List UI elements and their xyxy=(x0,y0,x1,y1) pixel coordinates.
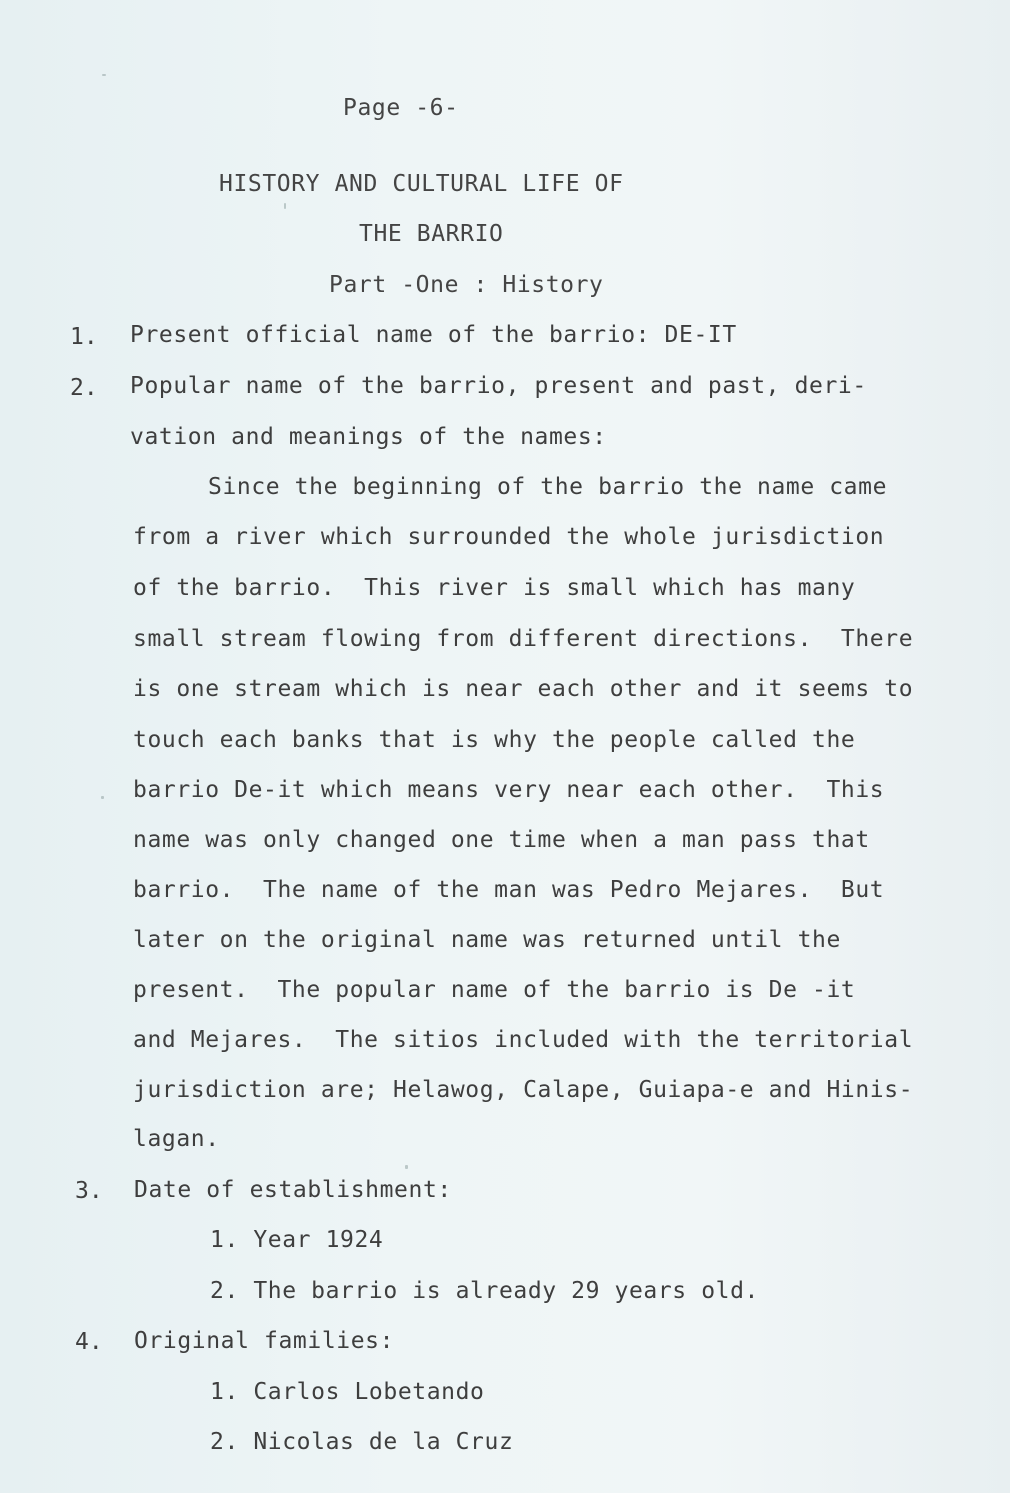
item-2-line-1: Popular name of the barrio, present and past, deri- xyxy=(130,373,867,399)
paragraph-line-4: small stream flowing from different directions. There xyxy=(133,626,914,652)
paper-speck xyxy=(101,796,104,799)
paragraph-line-3: of the barrio. This river is small which has many xyxy=(133,575,856,601)
paragraph-line-13: jurisdiction are; Helawog, Calape, Guiapa-e and Hinis- xyxy=(133,1077,914,1103)
paragraph-line-6: touch each banks that is why the people called the xyxy=(133,727,856,753)
item-3-text: Date of establishment: xyxy=(134,1177,452,1203)
part-heading: Part -One : History xyxy=(329,272,604,298)
item-3-subitem-2: 2. The barrio is already 29 years old. xyxy=(210,1278,759,1304)
item-1-text: Present official name of the barrio: DE-IT xyxy=(130,322,737,348)
paragraph-line-10: later on the original name was returned until the xyxy=(133,927,841,953)
item-2-number: 2. xyxy=(70,375,98,401)
item-1-number: 1. xyxy=(70,324,98,350)
paragraph-line-1: Since the beginning of the barrio the name came xyxy=(208,474,888,500)
paragraph-line-7: barrio De-it which means very near each other. This xyxy=(133,777,885,803)
paragraph-line-11: present. The popular name of the barrio is De -it xyxy=(133,977,856,1003)
item-4-text: Original families: xyxy=(134,1328,395,1354)
paragraph-line-12: and Mejares. The sitios included with the territorial xyxy=(133,1027,914,1053)
item-4-number: 4. xyxy=(75,1329,103,1355)
paper-speck xyxy=(102,74,106,76)
page-number: Page -6- xyxy=(343,95,459,121)
item-3-subitem-1: 1. Year 1924 xyxy=(210,1227,384,1253)
item-2-line-2: vation and meanings of the names: xyxy=(130,424,607,450)
paragraph-line-14: lagan. xyxy=(133,1126,220,1152)
item-4-subitem-1: 1. Carlos Lobetando xyxy=(210,1379,485,1405)
paragraph-line-9: barrio. The name of the man was Pedro Mejares. But xyxy=(133,877,885,903)
title-line-1: HISTORY AND CULTURAL LIFE OF xyxy=(219,171,624,197)
title-line-2: THE BARRIO xyxy=(359,221,504,247)
paper-speck xyxy=(405,1165,408,1169)
item-3-number: 3. xyxy=(75,1178,103,1204)
paragraph-line-2: from a river which surrounded the whole jurisdiction xyxy=(133,524,885,550)
item-4-subitem-2: 2. Nicolas de la Cruz xyxy=(210,1429,514,1455)
paragraph-line-8: name was only changed one time when a man pass that xyxy=(133,827,870,853)
paper-speck xyxy=(284,203,286,209)
paragraph-line-5: is one stream which is near each other and it seems to xyxy=(133,676,914,702)
